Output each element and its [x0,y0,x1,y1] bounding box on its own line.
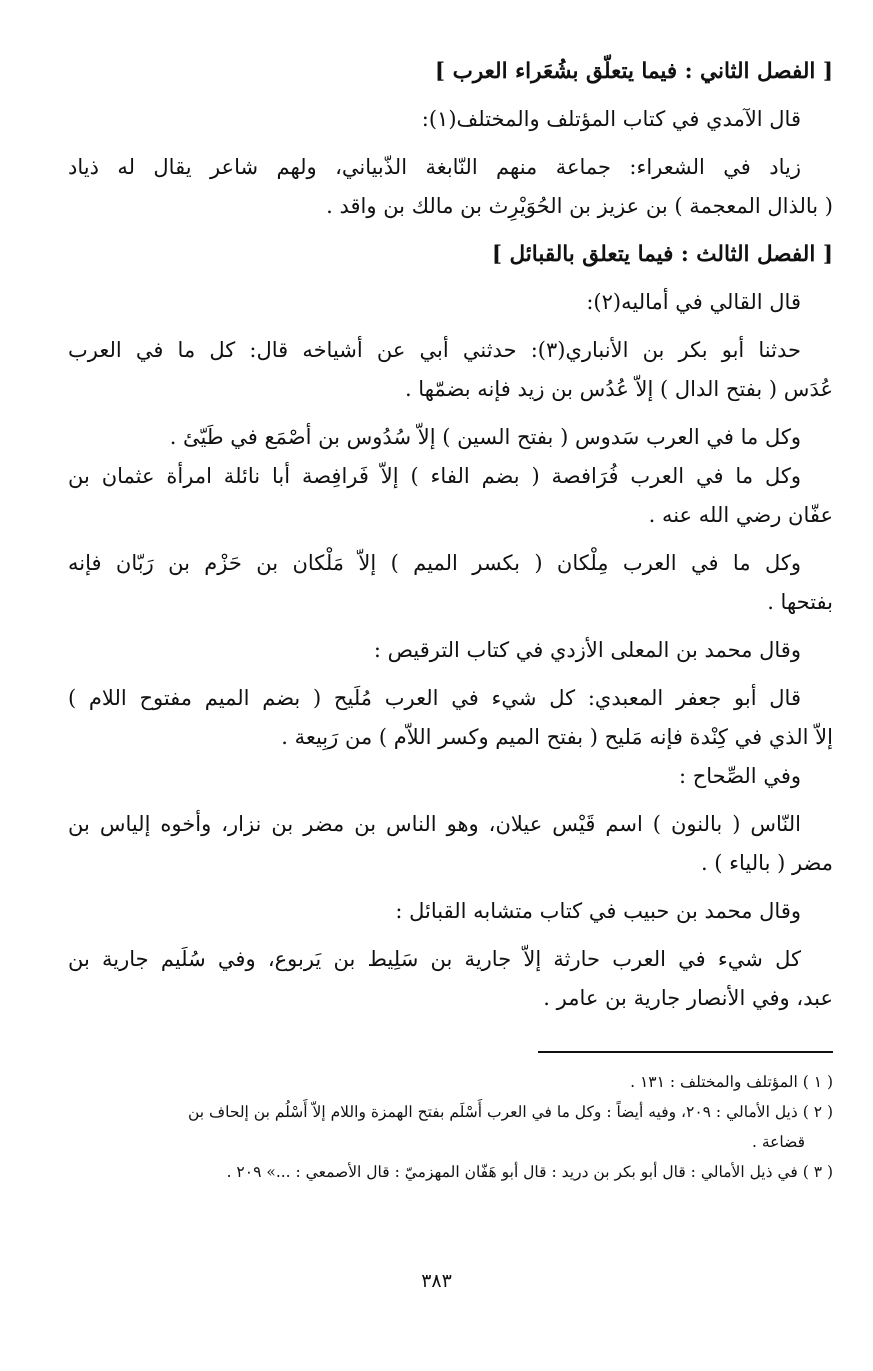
paragraph-line: وقال محمد بن حبيب في كتاب متشابه القبائل : [395,899,801,923]
paragraph-line: النّاس ( بالنون ) اسم قَيْس عيلان، وهو الناس بن مضر بن نزار، وأخوه إلياس بن [68,812,801,836]
chapter-heading-third: [ الفصل الثالث : فيما يتعلق بالقبائل ] [491,242,833,267]
paragraph-line: مضر ( بالياء ) . [700,851,833,875]
footnote-divider [538,1051,833,1053]
paragraph-line: إلاّ الذي في كِنْدة فإنه مَليح ( بفتح الميم وكسر اللاّم ) من رَبِيعة . [281,725,833,749]
paragraph-line: بفتحها . [767,590,833,614]
paragraph-line: وقال محمد بن المعلى الأزدي في كتاب الترقيص : [373,638,801,662]
paragraph-line: ( بالذال المعجمة ) بن عزيز بن الحُوَيْرِث بن مالك بن واقد . [326,194,833,218]
paragraph-line: قال أبو جعفر المعبدي: كل شيء في العرب مُلَيح ( بضم الميم مفتوح اللام ) [68,686,801,710]
paragraph-line: وفي الصِّحاح : [678,764,801,788]
paragraph-line: كل شيء في العرب حارثة إلاّ جارية بن سَلِيط بن يَربوع، وفي سُلَيم جارية بن [68,947,801,971]
chapter-heading-second: [ الفصل الثاني : فيما يتعلّق بشُعَراء العرب ] [434,59,833,84]
page-number: ٣٨٣ [421,1270,452,1292]
paragraph-line: عُدَس ( بفتح الدال ) إلاّ عُدُس بن زيد فإنه بضمّها . [404,377,833,401]
paragraph-line: وكل ما في العرب فُرَافصة ( بضم الفاء ) إلاّ فَرافِصة أبا نائلة امرأة عثمان بن [68,464,801,488]
footnote-1: ( ١ ) المؤتلف والمختلف : ١٣١ . [630,1073,833,1091]
footnote-2: ( ٢ ) ذيل الأمالي : ٢٠٩، وفيه أيضاً : وكل ما في العرب أَسْلَم بفتح الهمزة واللام إلاّ أَسْلُم بن إلحاف بن [188,1103,833,1121]
paragraph-line: قال الآمدي في كتاب المؤتلف والمختلف(١): [421,107,801,131]
paragraph-line: قال القالي في أماليه(٢): [586,290,801,314]
paragraph-line: وكل ما في العرب مِلْكان ( بكسر الميم ) إلاّ مَلْكان بن حَزْم بن رَبّان فإنه [68,551,801,575]
paragraph-line: زياد في الشعراء: جماعة منهم النّابغة الذّبياني، ولهم شاعر يقال له ذياد [68,155,801,179]
paragraph-line: وكل ما في العرب سَدوس ( بفتح السين ) إلاّ سُدُوس بن أصْمَع في طَيّئ . [169,425,801,449]
paragraph-line: حدثنا أبو بكر بن الأنباري(٣): حدثني أبي عن أشياخه قال: كل ما في العرب [68,338,801,362]
footnote-3: ( ٣ ) في ذيل الأمالي : قال أبو بكر بن دريد : قال أبو هَفّان المهزميّ : قال الأصمعي : ...» ٢٠٩ . [226,1163,833,1181]
footnote-2-continuation: قضاعة . [752,1133,805,1151]
paragraph-line: عفّان رضي الله عنه . [648,503,833,527]
paragraph-line: عبد، وفي الأنصار جارية بن عامر . [543,986,833,1010]
